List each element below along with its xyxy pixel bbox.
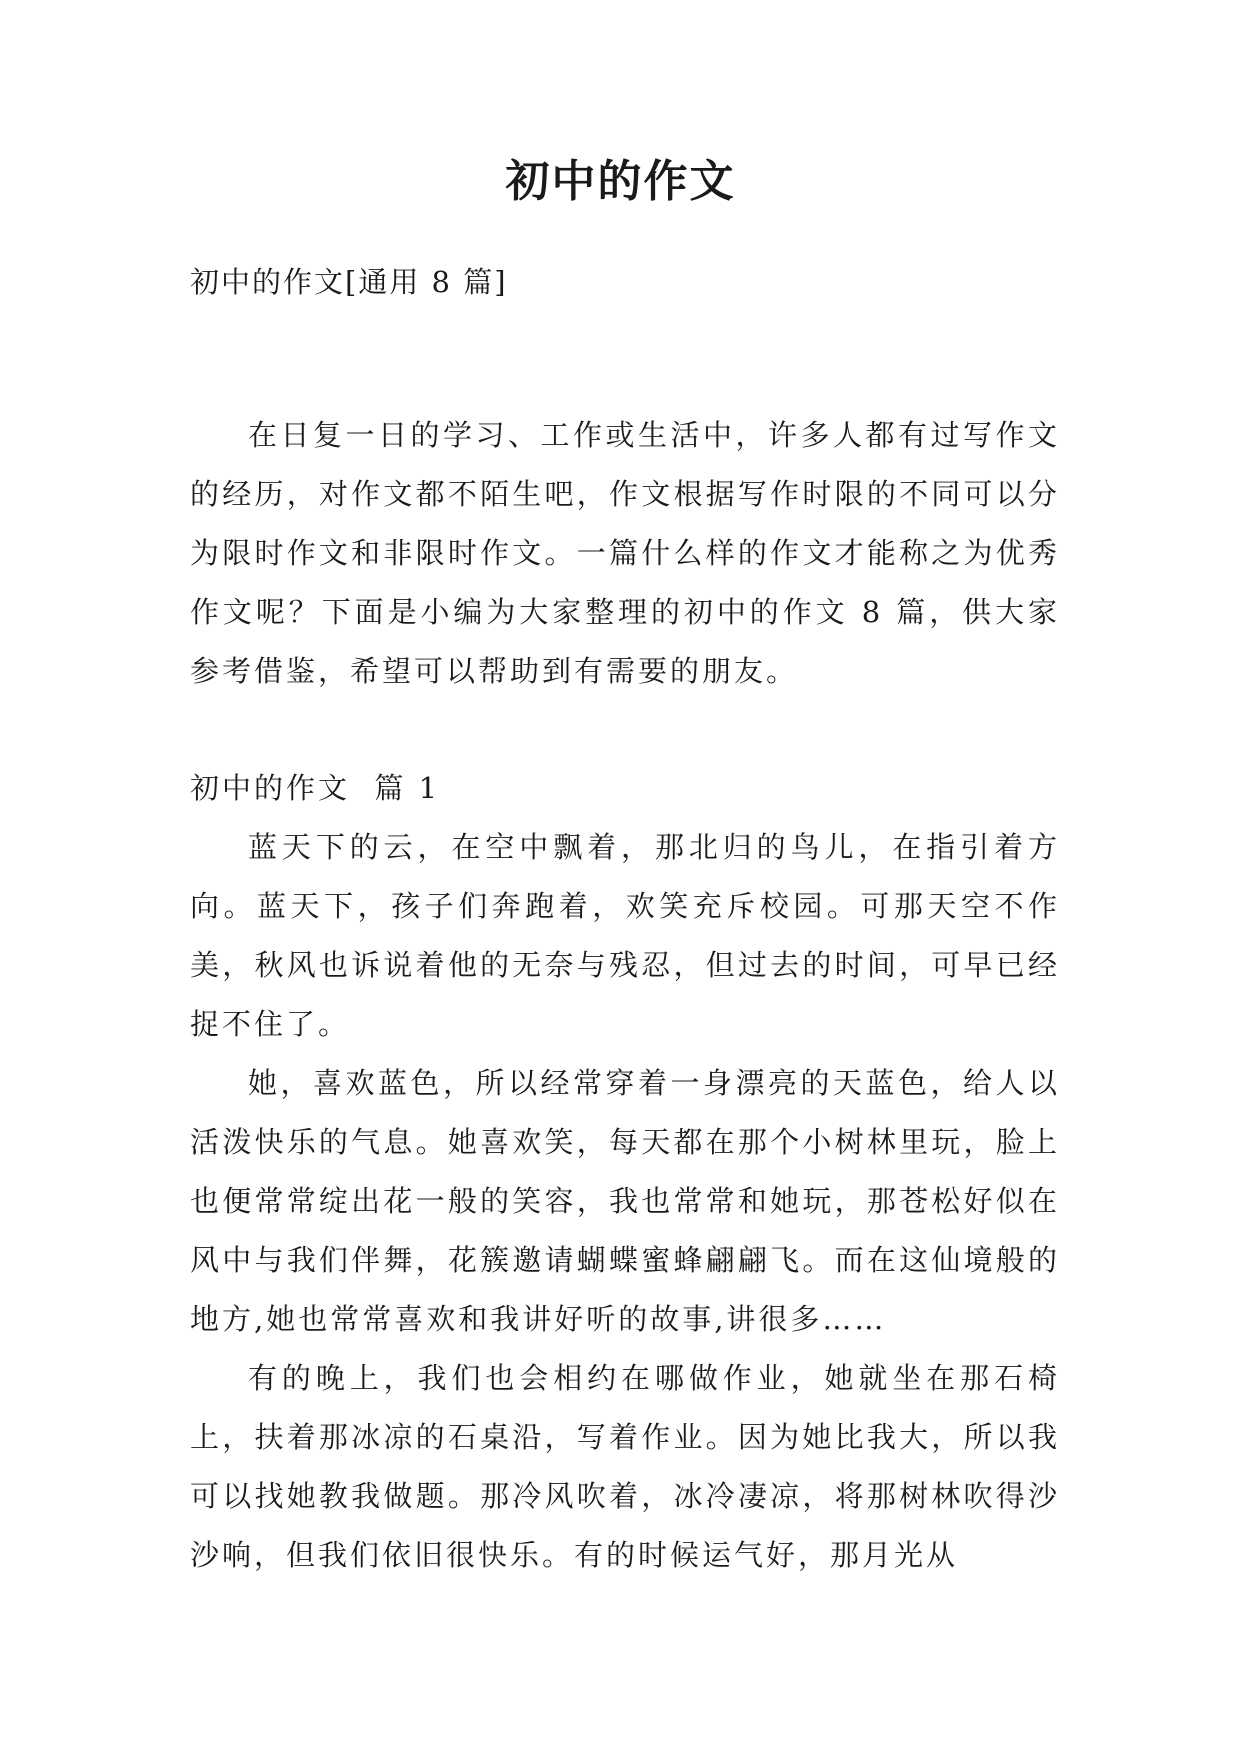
section-paragraph: 有的晚上，我们也会相约在哪做作业，她就坐在那石椅上，扶着那冰凉的石桌沿，写着作业。因为她比我大，所以我可以找她教我做题。那冷风吹着，冰冷凄凉，将那树林吹得沙沙响，但我们依旧很快乐。有的时候运气好，那月光从 — [190, 1361, 1060, 1572]
document-title: 初中的作文 — [505, 156, 736, 207]
paragraph-spacer — [190, 701, 1060, 759]
section-paragraph: 她，喜欢蓝色，所以经常穿着一身漂亮的天蓝色，给人以活泼快乐的气息。她喜欢笑，每天都在那个小树林里玩，脸上也便常常绽出花一般的笑容，我也常常和她玩，那苍松好似在风中与我们伴舞，花簇邀请蝴蝶蜜蜂翩翩飞。而在这仙境般的地方,她也常常喜欢和我讲好听的故事,讲很多…… — [190, 1066, 1060, 1336]
section-paragraph: 蓝天下的云，在空中飘着，那北归的鸟儿，在指引着方向。蓝天下，孩子们奔跑着，欢笑充斥校园。可那天空不作美，秋风也诉说着他的无奈与残忍，但过去的时间，可早已经捉不住了。 — [190, 830, 1060, 1041]
document-body — [190, 406, 1060, 1585]
document-subtitle: 初中的作文[通用 8 篇] — [190, 265, 508, 299]
intro-paragraph: 在日复一日的学习、工作或生活中，许多人都有过写作文的经历，对作文都不陌生吧，作文根据写作时限的不同可以分为限时作文和非限时作文。一篇什么样的作文才能称之为优秀作文呢？下面是小编为大家整理的初中的作文 8 篇，供大家参考借鉴，希望可以帮助到有需要的朋友。 — [190, 418, 1060, 688]
section-heading: 初中的作文 篇 1 — [190, 771, 441, 805]
